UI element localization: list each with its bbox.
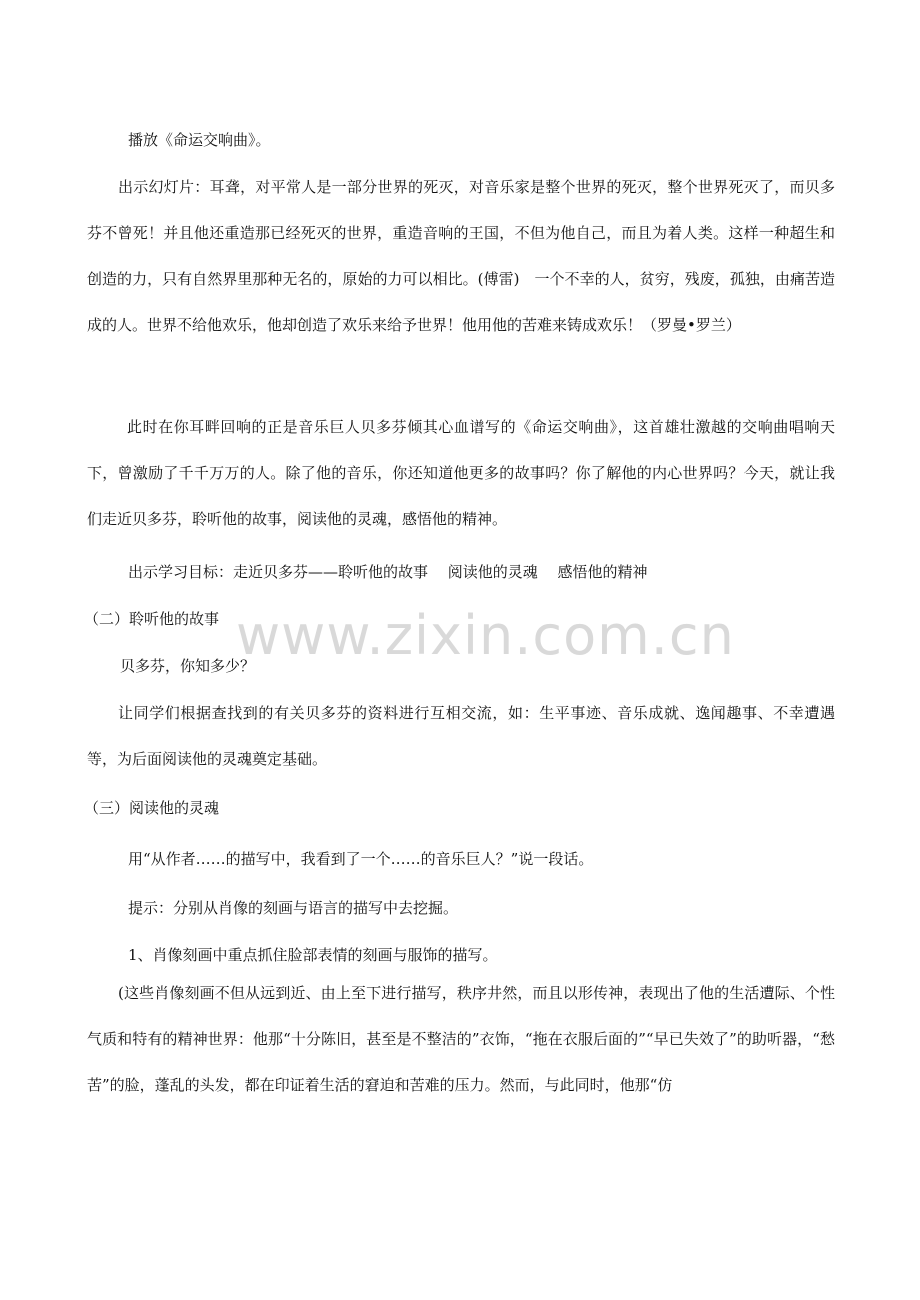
paragraph-portrait-point: 1、肖像刻画中重点抓住脸部表情的刻画与服饰的描写。 <box>128 946 498 964</box>
paragraph-how-much-know: 贝多芬，你知多少？ <box>120 657 256 675</box>
paragraph-portrait-analysis: (这些肖像刻画不但从远到近、由上至下进行描写，秩序井然，而且以形传神，表现出了他的生活遭际、个性气质和特有的精神世界：他那“十分陈旧，甚至是不整洁的”衣饰，“拖在衣服后面的”“早已失效了”的助听器，“愁苦”的脸，蓬乱的头发，都在印证着生活的窘迫和苦难的压力。然而，与此同时，他那“仿 <box>87 984 835 1094</box>
section-heading-2: （二）聆听他的故事 <box>84 610 220 628</box>
paragraph-exchange: 让同学们根据查找到的有关贝多芬的资料进行互相交流，如：生平事迹、音乐成就、逸闻趣事、不幸遭遇等，为后面阅读他的灵魂奠定基础。 <box>87 704 835 768</box>
watermark: www.zixin.com.cn <box>236 604 735 667</box>
section-heading-3: （三）阅读他的灵魂 <box>84 799 220 817</box>
paragraph-play-fate-symphony: 播放《命运交响曲》。 <box>128 131 271 149</box>
paragraph-hint: 提示：分别从肖像的刻画与语言的描写中去挖掘。 <box>128 899 459 917</box>
paragraph-learning-goals: 出示学习目标：走近贝多芬——聆听他的故事 阅读他的灵魂 感悟他的精神 <box>128 563 648 581</box>
paragraph-speak-task: 用“从作者……的描写中，我看到了一个……的音乐巨人？”说一段话。 <box>128 850 594 868</box>
paragraph-slide-quotes: 出示幻灯片：耳聋，对平常人是一部分世界的死灭，对音乐家是整个世界的死灭，整个世界死灭了，而贝多芬不曾死！并且他还重造那已经死灭的世界，重造音响的王国，不但为他自己，而且为着人类。这样一种超生和创造的力，只有自然界里那种无名的，原始的力可以相比。(傅雷) 一个不幸的人，贫穷，残废，孤独，由痛苦造成的人。世界不给他欢乐，他却创造了欢乐来给予世界！他用他的苦难来铸成欢乐！（罗曼•罗兰） <box>87 178 835 334</box>
paragraph-introduction: 此时在你耳畔回响的正是音乐巨人贝多芬倾其心血谱写的《命运交响曲》，这首雄壮激越的交响曲唱响天下，曾激励了千千万万的人。除了他的音乐，你还知道他更多的故事吗？你了解他的内心世界吗？今天，就让我们走近贝多芬，聆听他的故事，阅读他的灵魂，感悟他的精神。 <box>87 418 835 528</box>
